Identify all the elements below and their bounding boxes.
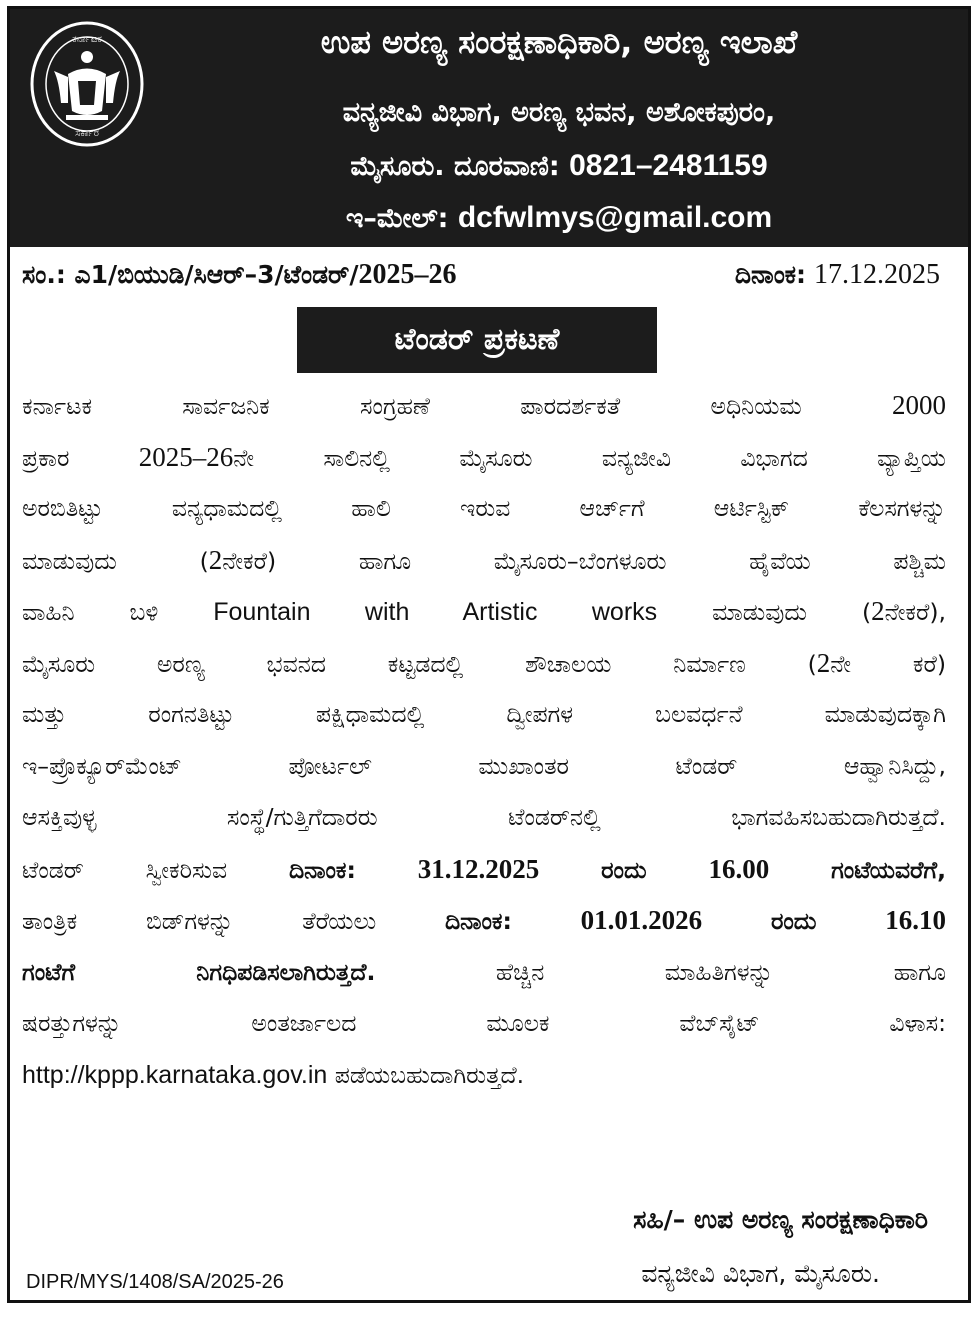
email-address: dcfwlmys@gmail.com [457,201,773,234]
body-line: ಗಂಟೆಗೆ ನಿಗಧಿಪಡಿಸಲಾಗಿರುತ್ತದೆ. ಹೆಚ್ಚಿನ ಮಾಹಿತಿಗಳನ್ನು ಹಾಗೂ [22,957,946,986]
address-line-2 [160,149,958,183]
reference-year: 2025–26 [358,259,457,290]
seal-top-text: ಕರ್ನಾಟಕ [72,34,102,45]
body-line: ಷರತ್ತುಗಳನ್ನು ಅಂತರ್ಜಾಲದ ಮೂಲಕ ವೆಬ್‌ಸೈಟ್ ವಿಳಾಸ: [22,1009,946,1037]
date-value: 17.12.2025 [814,259,940,290]
notice-date [735,259,940,291]
notice-title: ಟೆಂಡರ್ ಪ್ರಕಟಣೆ [297,307,657,373]
signature-line-1: ಸಹಿ/– ಉಪ ಅರಣ್ಯ ಸಂರಕ್ಷಣಾಧಿಕಾರಿ [633,1205,928,1234]
email-label: ಇ–ಮೇಲ್: [345,203,449,234]
city-phone-label: ಮೈಸೂರು. ದೂರವಾಣಿ: [350,151,560,182]
reference-number [22,259,457,291]
tender-notice-page [7,6,971,1303]
reference-row [10,255,968,295]
seal-bottom-text: ಸರ್ಕಾರ [75,128,99,139]
header-banner [10,9,968,247]
date-label: ದಿನಾಂಕ: [734,260,807,289]
karnataka-seal-icon [28,19,146,149]
body-line: ಮೈಸೂರು ಅರಣ್ಯ ಭವನದ ಕಟ್ಟಡದಲ್ಲಿ ಶೌಚಾಲಯ ನಿರ್ಮಾಣ (2ನೇ ಕರೆ) [22,647,946,678]
body-line: ವಾಹಿನಿ ಬಳಿ Fountain with Artistic works ಮಾಡುವುದು (2ನೇಕರೆ), [22,596,946,626]
body-line: ಇ–ಪ್ರೊಕ್ಯೂರ್‌ಮೆಂಟ್ ಪೋರ್ಟಲ್ ಮುಖಾಂತರ ಟೆಂಡರ್ ಆಹ್ವಾನಿಸಿದ್ದು, [22,751,946,780]
body-line: ಆಸಕ್ತಿವುಳ್ಳ ಸಂಸ್ಥೆ/ಗುತ್ತಿಗೆದಾರರು ಟೆಂಡರ್‌ನಲ್ಲಿ ಭಾಗವಹಿಸಬಹುದಾಗಿರುತ್ತದೆ. [22,803,946,831]
address-line-1: ವನ್ಯಜೀವಿ ವಿಭಾಗ, ಅರಣ್ಯ ಭವನ, ಅಶೋಕಪುರಂ, [342,97,776,128]
reference-prefix: ಸಂ.: ಎ1/ಬಿಯುಡಿ/ಸಿಆರ್–3/ಟೆಂಡರ್/ [22,260,359,289]
body-line: ಮಾಡುವುದು (2ನೇಕರೆ) ಹಾಗೂ ಮೈಸೂರು–ಬೆಂಗಳೂರು ಹೈವೆಯ ಪಶ್ಚಿಮ [22,544,946,575]
body-line: ಪ್ರಕಾರ 2025–26ನೇ ಸಾಲಿನಲ್ಲಿ ಮೈಸೂರು ವನ್ಯಜೀವಿ ವಿಭಾಗದ ವ್ಯಾಪ್ತಿಯ [22,441,946,472]
body-line: http://kppp.karnataka.gov.in ಪಡೆಯಬಹುದಾಗಿರುತ್ತದೆ. [22,1060,525,1089]
body-line: ಕರ್ನಾಟಕ ಸಾರ್ವಜನಿಕ ಸಂಗ್ರಹಣೆ ಪಾರದರ್ಶಕತೆ ಅಧಿನಿಯಮ 2000 [22,390,946,420]
dipr-code: DIPR/MYS/1408/SA/2025-26 [26,1271,284,1293]
signature-line-2: ವನ್ಯಜೀವಿ ವಿಭಾಗ, ಮೈಸೂರು. [641,1259,880,1288]
notice-body [22,383,946,1104]
phone-number: 0821–2481159 [569,149,768,182]
body-line: ಟೆಂಡರ್ ಸ್ವೀಕರಿಸುವ ದಿನಾಂಕ: 31.12.2025 ರಂದು 16.00 ಗಂಟೆಯವರೆಗೆ, [22,853,946,884]
office-title: ಉಪ ಅರಣ್ಯ ಸಂರಕ್ಷಣಾಧಿಕಾರಿ, ಅರಣ್ಯ ಇಲಾಖೆ [320,23,798,61]
email-line [160,201,958,235]
body-line: ಅರಬಿತಿಟ್ಟು ವನ್ಯಧಾಮದಲ್ಲಿ ಹಾಲಿ ಇರುವ ಆರ್ಚ್‌ಗೆ ಆರ್ಟಿಸ್ಟಿಕ್ ಕೆಲಸಗಳನ್ನು [22,494,946,522]
website-url: http://kppp.karnataka.gov.in [22,1060,328,1089]
body-line: ತಾಂತ್ರಿಕ ಬಿಡ್‌ಗಳನ್ನು ತೆರೆಯಲು ದಿನಾಂಕ: 01.01.2026 ರಂದು 16.10 [22,905,946,935]
body-line: ಮತ್ತು ರಂಗನತಿಟ್ಟು ಪಕ್ಷಿಧಾಮದಲ್ಲಿ ದ್ವೀಪಗಳ ಬಲವರ್ಧನೆ ಮಾಡುವುದಕ್ಕಾಗಿ [22,700,946,728]
